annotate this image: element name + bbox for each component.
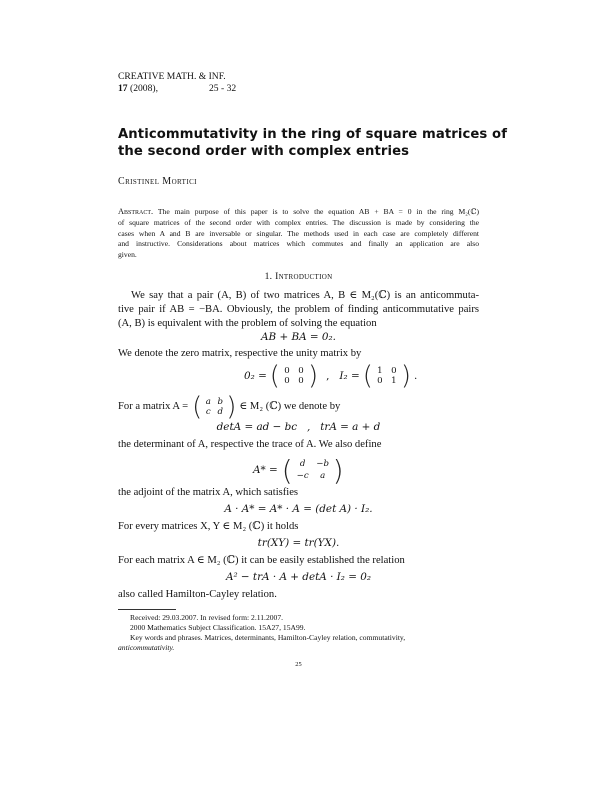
right-paren: ): [400, 361, 412, 391]
matrix-entry: 1: [391, 376, 397, 386]
general-matrix-pre: For a matrix A =: [118, 401, 189, 412]
author-name: Cristinel Mortici: [118, 176, 197, 187]
equation-hamilton-cayley: A² − trA · A + detA · I₂ = 0₂: [225, 571, 372, 583]
matrix-definitions: [244, 363, 417, 389]
abstract-line-3: cases when A and B are inversable or singular. The methods used in each case are completely different: [118, 228, 479, 238]
journal-year: (2008),: [130, 83, 158, 94]
abstract-label: Abstract.: [118, 207, 154, 216]
left-paren: (: [192, 392, 203, 422]
abstract-line-1: [118, 207, 479, 218]
intro-line-1: We say that a pair (A, B) of two matrices A, B ∈ M₂(ℂ) is an anticommuta-: [131, 290, 479, 301]
page-range: 25 - 32: [209, 83, 237, 94]
zero-matrix: [280, 366, 308, 386]
right-paren: ): [226, 392, 237, 422]
page-number: 25: [295, 661, 302, 668]
footnote-rule: [118, 609, 176, 610]
intro-line-2: tive pair if AB = −BA. Obviously, the problem of finding anticommutative pairs: [118, 304, 479, 315]
matrix-entry: 1: [377, 366, 383, 376]
matrix-entry: b: [217, 397, 224, 407]
trace-property-text: For every matrices X, Y ∈ M₂ (ℂ) it holds: [118, 521, 299, 532]
footnote-keywords-2: anticommutativity.: [118, 643, 175, 652]
footnote-msc: 2000 Mathematics Subject Classification. 15A27, 15A99.: [130, 623, 306, 632]
journal-volume-line: [118, 83, 248, 94]
abstract-line-2: of square matrices of the second order with complex entries. The discussion is made by considering the: [118, 217, 479, 227]
section-heading: 1. Introduction: [264, 271, 333, 282]
zero-unity-intro: We denote the zero matrix, respective the unity matrix by: [118, 348, 362, 359]
unity-matrix: [373, 366, 401, 386]
footnote-received: Received: 29.03.2007. In revised form: 2.11.2007.: [130, 613, 284, 622]
matrix-entry: 0: [298, 376, 304, 386]
general-matrix: [202, 397, 226, 417]
separator-comma: ,: [326, 370, 330, 382]
right-paren: ): [307, 361, 319, 391]
abstract: [118, 207, 479, 261]
matrix-entry: 0: [284, 376, 290, 386]
matrix-entry: a: [320, 471, 326, 481]
abstract-line-5: given.: [118, 250, 137, 260]
matrix-entry: 0: [377, 376, 383, 386]
left-paren: (: [362, 361, 373, 391]
general-matrix-post: ∈ M₂ (ℂ) we denote by: [239, 401, 341, 412]
left-paren: (: [281, 453, 293, 487]
adjoint-text: the adjoint of the matrix A, which satisfies: [118, 487, 299, 498]
right-paren: ): [332, 453, 344, 487]
intro-paragraph: [118, 289, 479, 331]
footnotes: [130, 613, 479, 643]
unity-matrix-lhs: I₂ =: [339, 370, 360, 382]
zero-matrix-lhs: 0₂ =: [244, 370, 267, 382]
matrix-entry: d: [299, 459, 306, 469]
adjoint-definition: [253, 455, 344, 485]
volume-number: 17: [118, 83, 128, 94]
end-dot: .: [414, 370, 418, 382]
matrix-entry: −b: [316, 459, 329, 469]
abstract-line-4: and instructive. Considerations about matrices which commutes and finally an application are also: [118, 239, 479, 249]
journal-name: CREATIVE MATH. & INF.: [118, 71, 226, 82]
hamilton-cayley-intro: For each matrix A ∈ M₂ (ℂ) it can be easily established the relation: [118, 555, 405, 566]
equation-anticommute: AB + BA = 0₂.: [261, 331, 336, 343]
footnote-keywords-1: Key words and phrases. Matrices, determinants, Hamilton-Cayley relation, commutativity,: [130, 633, 406, 642]
paper-title: [118, 126, 507, 160]
det-trace-text: the determinant of A, respective the trace of A. We also define: [118, 439, 382, 450]
left-paren: (: [269, 361, 280, 391]
matrix-entry: 0: [298, 366, 304, 376]
equation-trace: tr(XY) = tr(YX).: [257, 537, 340, 549]
adjoint-lhs: A* =: [253, 464, 278, 476]
hamilton-cayley-text: also called Hamilton-Cayley relation.: [118, 589, 277, 600]
matrix-entry: d: [217, 407, 224, 417]
matrix-entry: −c: [296, 471, 309, 481]
matrix-entry: a: [205, 397, 211, 407]
matrix-entry: 0: [284, 366, 290, 376]
matrix-entry: c: [205, 407, 211, 417]
matrix-entry: 0: [391, 366, 397, 376]
title-line-1: Anticommutativity in the ring of square matrices of: [118, 127, 508, 142]
intro-line-3: (A, B) is equivalent with the problem of solving the equation: [118, 318, 377, 329]
equation-det-trace: detA = ad − bc , trA = a + d: [216, 421, 381, 433]
adjoint-matrix: [293, 458, 333, 482]
general-matrix-line: [118, 394, 340, 420]
equation-adjoint-identity: A · A* = A* · A = (det A) · I₂.: [224, 503, 373, 515]
title-line-2: the second order with complex entries: [118, 144, 410, 159]
abstract-text-1: The main purpose of this paper is to solve the equation AB + BA = 0 in the ring M₂(ℂ): [157, 207, 480, 216]
